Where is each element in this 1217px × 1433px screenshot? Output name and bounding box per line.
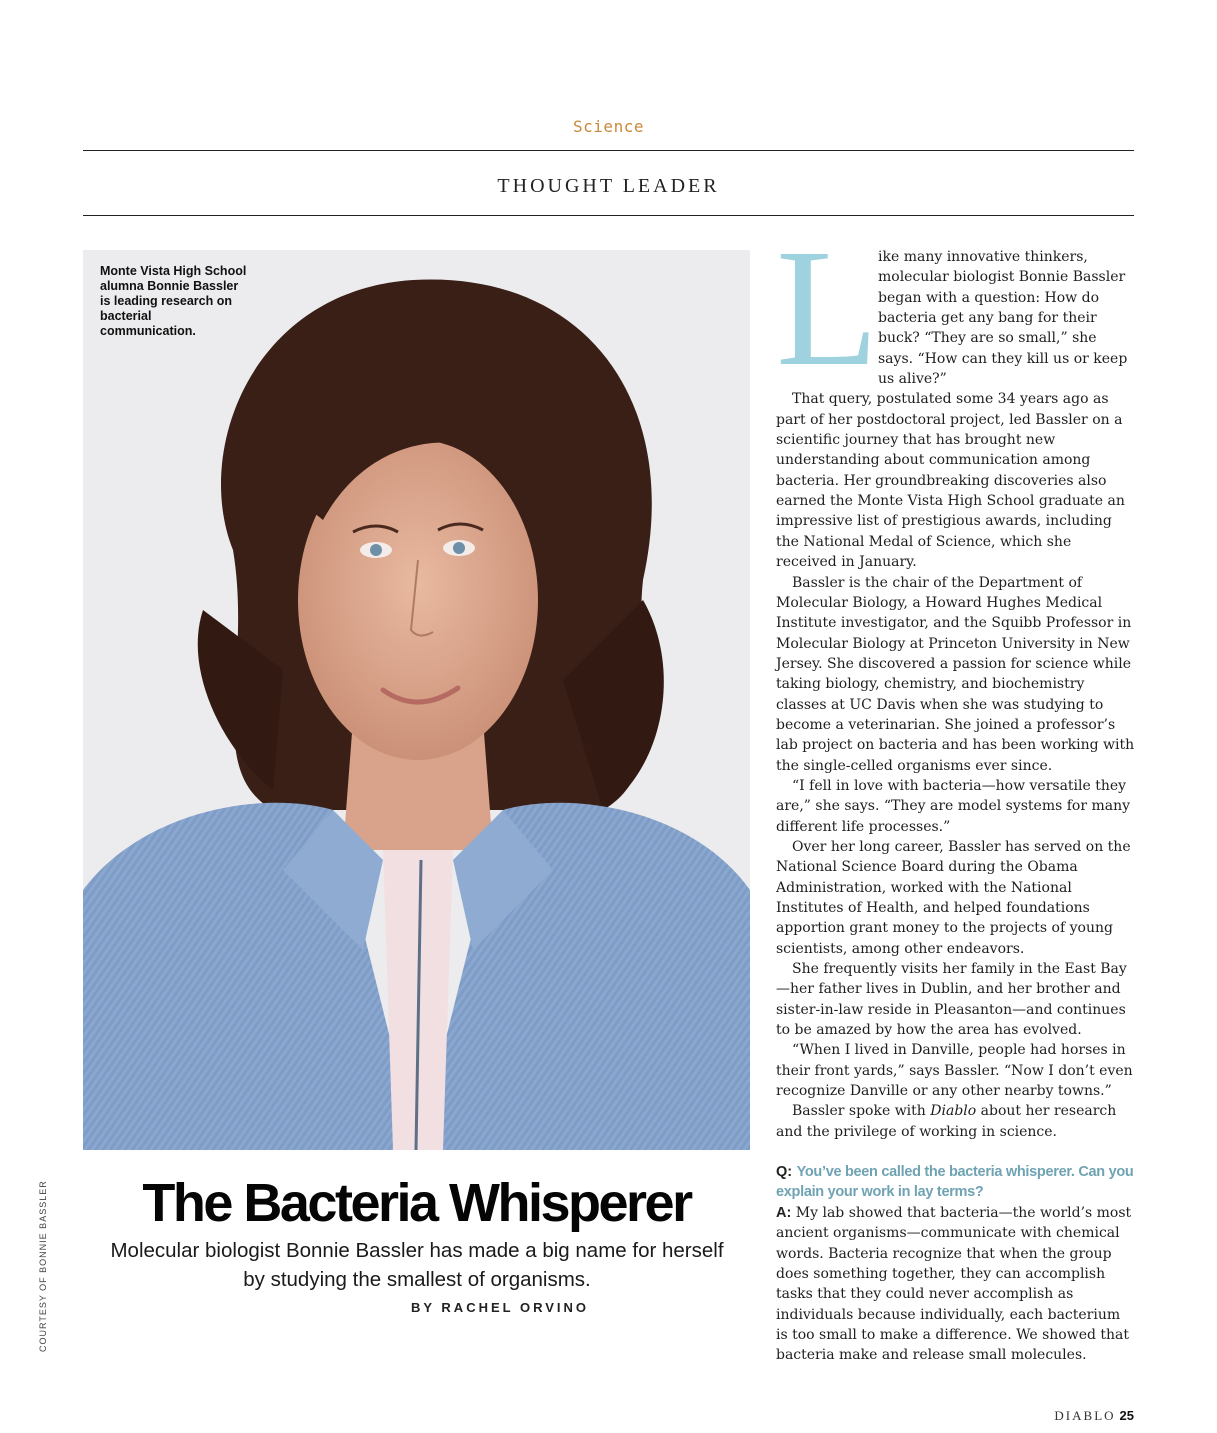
paragraph-3: Bassler is the chair of the Department of Molecular Biology, a Howard Hughes Medical Institute investigator, and the Squibb Professor in Molecular Biology at Princeton University in New Jersey. She discovered a passion for science while taking biology, chemistry, and biochemistry classes at UC Davis when she was studying to become a veterinarian. She joined a professor’s lab project on bacteria and has been working with the single-celled organisms ever since. (776, 574, 1135, 774)
portrait-illustration (83, 250, 750, 1150)
paragraph-2: That query, postulated some 34 years ago as part of her postdoctoral project, led Bassler on a scientific journey that has brought new understanding about communication among bacteria. Her groundbreaking discoveries also earned the Monte Vista High School graduate an impressive list of prestigious awards, including the National Medal of Science, which she received in January. (776, 391, 1125, 571)
article-body (776, 247, 1136, 1366)
question-text: You’ve been called the bacteria whisperer. Can you explain your work in lay terms? (776, 1164, 1134, 1201)
paragraph-4: “I fell in love with bacteria—how versatile they are,” she says. “They are model systems for many different life processes.” (776, 777, 1131, 835)
paragraph-8-end: about her research and the privilege of working in science. (776, 1103, 1117, 1140)
paragraph-8 (776, 1101, 1136, 1142)
paragraph-5: Over her long career, Bassler has served on the National Science Board during the Obama Administration, worked with the National Institutes of Health, and helped foundations apportion grant money to the projects of young scientists, among other endeavors. (776, 838, 1131, 957)
answer-text: My lab showed that bacteria—the world’s most ancient organisms—communicate with chemical words. Bacteria recognize that when the group does something together, they can accomplish tasks that they could never accomplish as individuals because individually, each bacterium is too small to make a difference. We showed that bacteria make and release small molecules. (776, 1204, 1132, 1364)
byline: BY RACHEL ORVINO (410, 1300, 590, 1315)
department-title: THOUGHT LEADER (497, 175, 720, 197)
folio-magazine: DIABLO (1054, 1408, 1116, 1423)
paragraph-7: “When I lived in Danville, people had horses in their front yards,” says Bassler. “Now I don’t even recognize Danville or any other nearby towns.” (776, 1042, 1133, 1100)
header-bottom-rule (83, 215, 1134, 216)
portrait-photo (83, 250, 750, 1150)
question-label: Q: (776, 1164, 793, 1181)
photo-credit: COURTESY OF BONNIE BASSLER (38, 1180, 48, 1352)
magazine-name: Diablo (930, 1103, 977, 1120)
top-rule (83, 150, 1134, 151)
photo-caption: Monte Vista High School alumna Bonnie Bassler is leading research on bacterial communication. (100, 264, 247, 338)
drop-cap-letter: L (776, 215, 879, 401)
section-label: Science (573, 117, 644, 136)
answer (776, 1203, 1136, 1366)
paragraph-1: ike many innovative thinkers, molecular biologist Bonnie Bassler began with a question: How do bacteria get any bang for their buck? “They are so small,” she says. “How can they kill us or keep us alive?” (878, 249, 1128, 388)
page-number: 25 (1119, 1408, 1134, 1423)
answer-label: A: (776, 1204, 792, 1221)
page-folio (1054, 1408, 1134, 1424)
question (776, 1162, 1136, 1203)
article-headline: The Bacteria Whisperer (142, 1173, 691, 1233)
paragraph-6: She frequently visits her family in the East Bay—her father lives in Dublin, and her brother and sister-in-law reside in Pleasanton—and continues to be amazed by how the area has evolved. (776, 961, 1127, 1039)
paragraph-8-start: Bassler spoke with (792, 1103, 931, 1120)
article-deck: Molecular biologist Bonnie Bassler has made a big name for herself by studying the smallest of organisms. (110, 1239, 724, 1291)
